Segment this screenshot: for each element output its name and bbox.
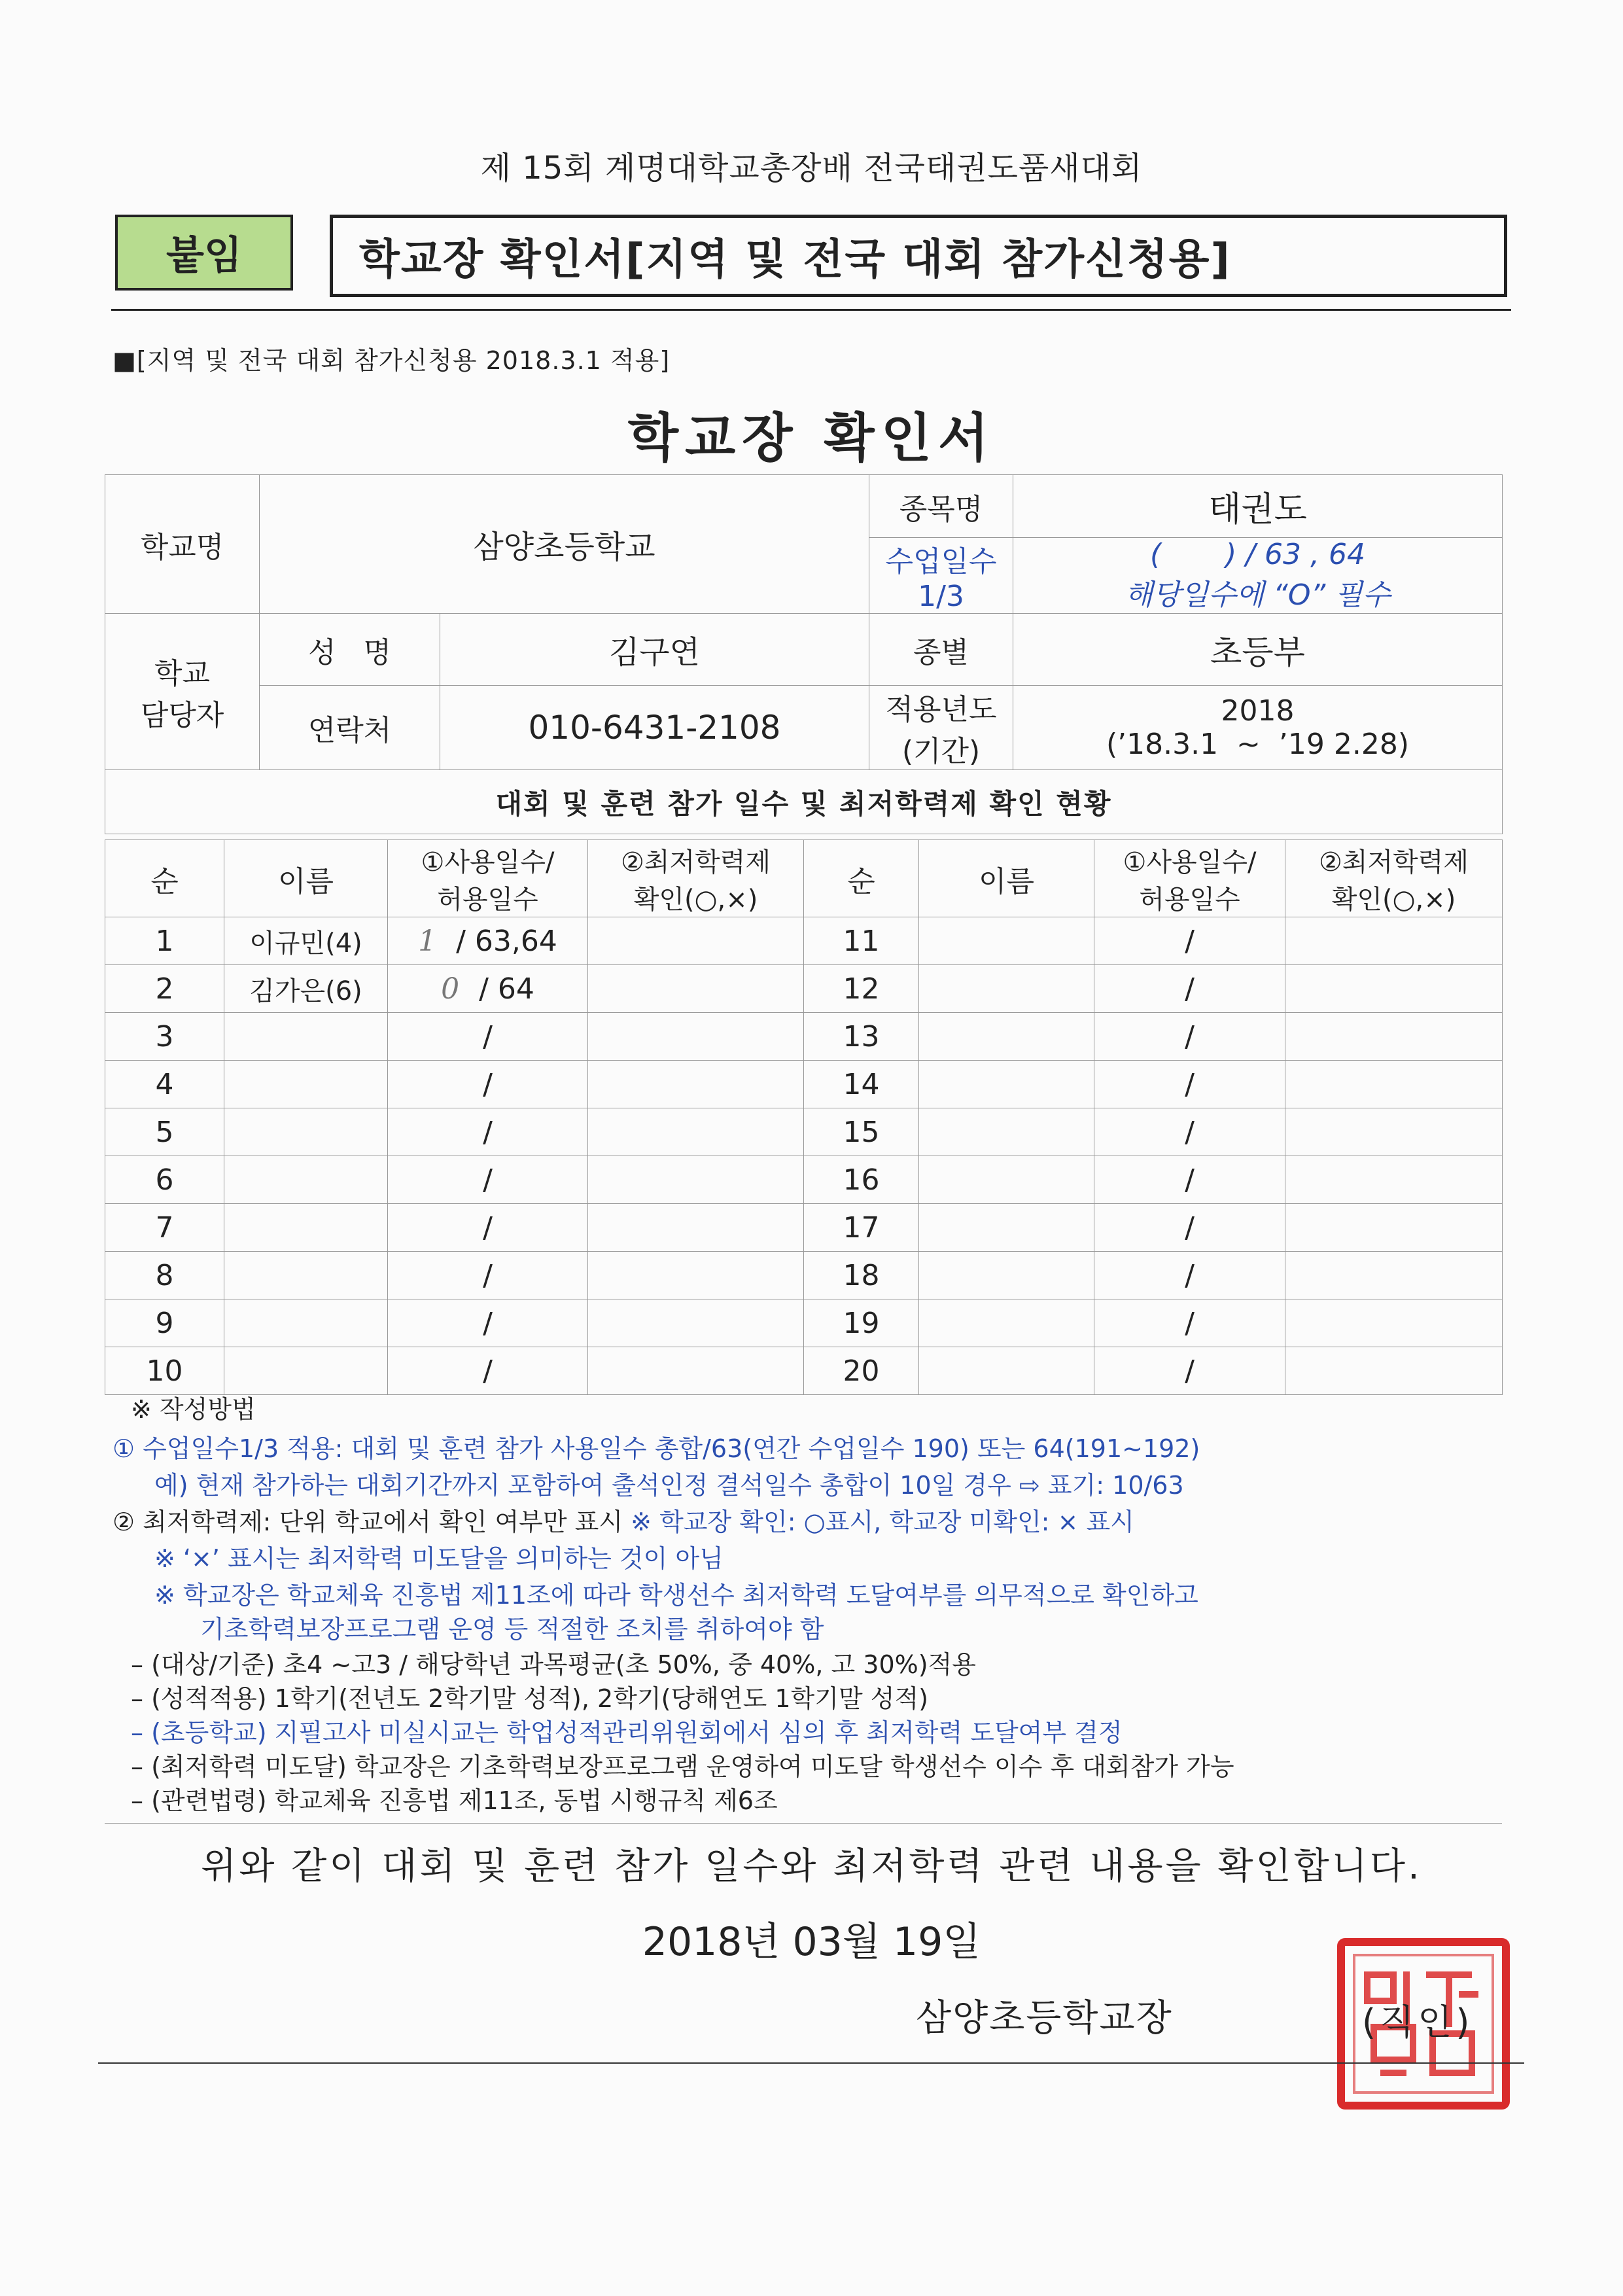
student-name xyxy=(919,1108,1094,1156)
page-title: 학교장 확인서 xyxy=(627,408,996,468)
days-allowed: / 64 xyxy=(479,972,534,1006)
achievement-check xyxy=(1285,1347,1503,1395)
days-used-cell: / xyxy=(1094,1013,1285,1061)
row-number: 2 xyxy=(105,965,224,1013)
days-used-cell xyxy=(388,1347,588,1395)
contact-person-label xyxy=(105,614,260,770)
days-used-cell: / xyxy=(1094,1108,1285,1156)
achievement-check xyxy=(588,965,804,1013)
achievement-check xyxy=(588,917,804,965)
year-label xyxy=(869,686,1013,770)
days-used-cell: / xyxy=(1094,1252,1285,1299)
row-number: 8 xyxy=(105,1252,224,1299)
header-no: 순 xyxy=(105,840,224,917)
achievement-check xyxy=(1285,1299,1503,1347)
seal-label: (직인) xyxy=(1362,2002,1474,2043)
days-used-cell xyxy=(388,1156,588,1204)
instruction-line-4: ※ ‘×’ 표시는 최저학력 미도달을 의미하는 것이 아님 xyxy=(154,1544,724,1573)
year-value-line2: (’18.3.1 ~ ’19 2.28) xyxy=(1106,728,1409,761)
header-days-line2: 허용일수 xyxy=(437,884,538,915)
student-name: 김가은(6) xyxy=(224,965,388,1013)
school-days-value xyxy=(1013,538,1503,614)
row-number: 7 xyxy=(105,1204,224,1252)
student-name xyxy=(224,1061,388,1108)
days-used-cell: / xyxy=(1094,1156,1285,1204)
table-row xyxy=(105,1013,1503,1061)
achievement-check xyxy=(588,1156,804,1204)
header-name: 이름 xyxy=(224,840,388,917)
year-value-line1: 2018 xyxy=(1221,694,1295,728)
achievement-check xyxy=(1285,917,1503,965)
row-number: 12 xyxy=(804,965,919,1013)
student-name xyxy=(919,1252,1094,1299)
divider xyxy=(111,309,1511,311)
type-label: 종별 xyxy=(869,614,1013,686)
days-used-cell: / xyxy=(1094,1347,1285,1395)
achievement-check xyxy=(588,1013,804,1061)
row-number: 19 xyxy=(804,1299,919,1347)
row-number: 5 xyxy=(105,1108,224,1156)
instruction-line-8: – (성적적용) 1학기(전년도 2학기말 성적), 2학기(당해연도 1학기말 성적) xyxy=(131,1684,928,1713)
confirmation-statement: 위와 같이 대회 및 훈련 참가 일수와 최저학력 관련 내용을 확인합니다. xyxy=(201,1845,1422,1888)
days-used-cell xyxy=(388,1252,588,1299)
days-allowed: / 63,64 xyxy=(456,924,557,958)
student-name xyxy=(919,917,1094,965)
student-name xyxy=(224,1156,388,1204)
header-check xyxy=(588,840,804,917)
row-number: 10 xyxy=(105,1347,224,1395)
applies-note: ■[지역 및 전국 대회 참가신청용 2018.3.1 적용] xyxy=(113,346,671,375)
days-used-cell xyxy=(388,1013,588,1061)
days-used-cell: / xyxy=(1094,1204,1285,1252)
participation-title: 대회 및 훈련 참가 일수 및 최저학력제 확인 현황 xyxy=(105,770,1503,834)
days-allowed: / xyxy=(483,1019,493,1053)
days-used-cell: / xyxy=(1094,1299,1285,1347)
student-name xyxy=(224,1013,388,1061)
row-number: 4 xyxy=(105,1061,224,1108)
table-row xyxy=(105,1156,1503,1204)
student-name xyxy=(224,1347,388,1395)
phone-value: 010-6431-2108 xyxy=(440,686,869,770)
achievement-check xyxy=(1285,1156,1503,1204)
header-check-line1: ②최저학력제 xyxy=(620,847,771,877)
student-name xyxy=(224,1204,388,1252)
row-number: 18 xyxy=(804,1252,919,1299)
document-title: 학교장 확인서[지역 및 전국 대회 참가신청용] xyxy=(330,215,1507,297)
school-days-label xyxy=(869,538,1013,614)
table-row xyxy=(105,917,1503,965)
row-number: 6 xyxy=(105,1156,224,1204)
student-name xyxy=(919,1204,1094,1252)
header-days-line1: ①사용일수/ xyxy=(421,847,555,877)
table-row xyxy=(105,965,1503,1013)
school-info-table xyxy=(105,474,1503,834)
days-allowed: / xyxy=(483,1306,493,1340)
name-label: 성 명 xyxy=(260,614,440,686)
table-row xyxy=(105,1204,1503,1252)
student-name xyxy=(919,1156,1094,1204)
issue-date: 2018년 03월 19일 xyxy=(642,1919,981,1965)
student-name xyxy=(919,965,1094,1013)
row-number: 17 xyxy=(804,1204,919,1252)
row-number: 15 xyxy=(804,1108,919,1156)
days-allowed: / xyxy=(483,1115,493,1149)
handwritten-days: 0 xyxy=(441,972,460,1006)
event-value: 태권도 xyxy=(1013,475,1503,538)
row-number: 9 xyxy=(105,1299,224,1347)
achievement-check xyxy=(588,1061,804,1108)
days-used-cell xyxy=(388,1108,588,1156)
instruction-line-2: 예) 현재 참가하는 대회기간까지 포함하여 출석인정 결석일수 총합이 10일 경우 ⇨ 표기: 10/63 xyxy=(154,1471,1184,1500)
row-number: 13 xyxy=(804,1013,919,1061)
header-no-2: 순 xyxy=(804,840,919,917)
achievement-check xyxy=(1285,1108,1503,1156)
instruction-line-3a: ② 최저학력제: 단위 학교에서 확인 여부만 표시 xyxy=(113,1508,631,1536)
event-title: 제 15회 계명대학교총장배 전국태권도품새대회 xyxy=(480,150,1143,186)
achievement-check xyxy=(1285,1252,1503,1299)
days-used-cell: / xyxy=(1094,917,1285,965)
row-number: 20 xyxy=(804,1347,919,1395)
header-check-2 xyxy=(1285,840,1503,917)
instruction-line-5: ※ 학교장은 학교체육 진흥법 제11조에 따라 학생선수 최저학력 도달여부를 의무적으로 확인하고 xyxy=(154,1581,1198,1610)
phone-label: 연락처 xyxy=(260,686,440,770)
achievement-check xyxy=(588,1347,804,1395)
table-row xyxy=(105,1347,1503,1395)
days-used-cell: / xyxy=(1094,965,1285,1013)
instruction-line-3 xyxy=(113,1504,1134,1540)
year-label-line1: 적용년도 xyxy=(885,693,997,726)
instruction-line-10: – (최저학력 미도달) 학교장은 기초학력보장프로그램 운영하여 미도달 학생선수 이수 후 대회참가 가능 xyxy=(131,1752,1234,1781)
student-name xyxy=(224,1108,388,1156)
school-days-value-line1: ( ) / 63 , 64 xyxy=(1150,538,1365,571)
instruction-line-6: 기초학력보장프로그램 운영 등 적절한 조치를 취하여야 함 xyxy=(200,1615,824,1644)
header-days-2 xyxy=(1094,840,1285,917)
instruction-line-11: – (관련법령) 학교체육 진흥법 제11조, 동법 시행규칙 제6조 xyxy=(131,1786,778,1815)
achievement-check xyxy=(1285,1013,1503,1061)
instructions-divider xyxy=(105,1823,1502,1824)
student-name xyxy=(919,1299,1094,1347)
days-allowed: / xyxy=(483,1067,493,1101)
days-used-cell xyxy=(388,1299,588,1347)
achievement-check xyxy=(588,1204,804,1252)
instruction-line-3b: ※ 학교장 확인: ○표시, 학교장 미확인: × 표시 xyxy=(631,1508,1134,1536)
school-days-label-line2: 1/3 xyxy=(918,580,964,613)
year-value xyxy=(1013,686,1503,770)
row-number: 11 xyxy=(804,917,919,965)
achievement-check xyxy=(588,1108,804,1156)
type-value: 초등부 xyxy=(1013,614,1503,686)
instruction-line-9: – (초등학교) 지필고사 미실시교는 학업성적관리위원회에서 심의 후 최저학력 도달여부 결정 xyxy=(131,1718,1123,1747)
event-label: 종목명 xyxy=(869,475,1013,538)
row-number: 14 xyxy=(804,1061,919,1108)
contact-label-line2: 담당자 xyxy=(140,699,224,732)
student-name xyxy=(224,1299,388,1347)
days-allowed: / xyxy=(483,1354,493,1388)
attachment-badge: 붙임 xyxy=(115,215,293,291)
handwritten-days: 1 xyxy=(418,924,437,958)
instruction-line-1: ① 수업일수1/3 적용: 대회 및 훈련 참가 사용일수 총합/63(연간 수업일수 190) 또는 64(191~192) xyxy=(113,1434,1200,1463)
days-allowed: / xyxy=(483,1258,493,1292)
header-check-line2: 확인(○,×) xyxy=(633,884,758,915)
instructions-heading: ※ 작성방법 xyxy=(131,1395,256,1424)
instruction-line-7: – (대상/기준) 초4 ~고3 / 해당학년 과목평균(초 50%, 중 40%, 고 30%)적용 xyxy=(131,1650,976,1679)
achievement-check xyxy=(1285,965,1503,1013)
achievement-check xyxy=(1285,1061,1503,1108)
header-days xyxy=(388,840,588,917)
contact-label-line1: 학교 xyxy=(154,657,210,690)
school-label: 학교명 xyxy=(105,475,260,614)
school-name: 삼양초등학교 xyxy=(260,475,869,614)
days-used-cell: / xyxy=(1094,1061,1285,1108)
header-check-2-line2: 확인(○,×) xyxy=(1331,884,1456,915)
row-number: 1 xyxy=(105,917,224,965)
achievement-check xyxy=(1285,1204,1503,1252)
table-row xyxy=(105,1108,1503,1156)
header-name-2: 이름 xyxy=(919,840,1094,917)
school-days-value-line2: 해당일수에 “O” 필수 xyxy=(1125,578,1391,612)
row-number: 16 xyxy=(804,1156,919,1204)
header-check-2-line1: ②최저학력제 xyxy=(1318,847,1469,877)
student-name: 이규민(4) xyxy=(224,917,388,965)
table-row xyxy=(105,1252,1503,1299)
participation-table xyxy=(105,839,1503,1395)
days-used-cell xyxy=(388,1204,588,1252)
achievement-check xyxy=(588,1299,804,1347)
student-name xyxy=(919,1061,1094,1108)
student-name xyxy=(919,1347,1094,1395)
header-days-2-line1: ①사용일수/ xyxy=(1123,847,1257,877)
student-name xyxy=(224,1252,388,1299)
row-number: 3 xyxy=(105,1013,224,1061)
bottom-divider xyxy=(98,2062,1524,2064)
days-allowed: / xyxy=(483,1163,493,1197)
principal-name: 삼양초등학교장 xyxy=(916,1997,1173,2040)
table-row xyxy=(105,1299,1503,1347)
days-allowed: / xyxy=(483,1210,493,1245)
table-row xyxy=(105,1061,1503,1108)
days-used-cell xyxy=(388,917,588,965)
days-used-cell xyxy=(388,1061,588,1108)
days-used-cell xyxy=(388,965,588,1013)
school-days-label-line1: 수업일수 xyxy=(885,545,997,578)
name-value: 김구연 xyxy=(440,614,869,686)
year-label-line2: (기간) xyxy=(901,735,981,768)
header-days-2-line2: 허용일수 xyxy=(1139,884,1240,915)
student-name xyxy=(919,1013,1094,1061)
achievement-check xyxy=(588,1252,804,1299)
